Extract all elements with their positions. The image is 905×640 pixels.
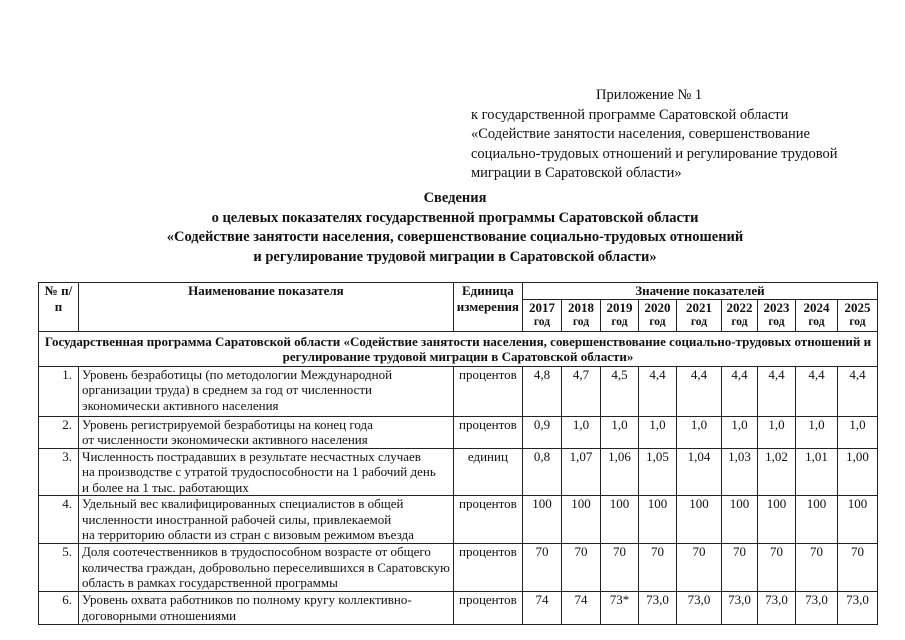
indicator-value: 73,0 bbox=[837, 592, 877, 625]
indicator-name bbox=[79, 544, 454, 592]
indicator-value: 100 bbox=[638, 496, 676, 544]
indicator-name-line: Уровень безработицы (по методологии Международной bbox=[82, 366, 393, 382]
header-year-suffix: год bbox=[676, 315, 721, 331]
indicator-value: 1,0 bbox=[638, 416, 676, 448]
indicator-value: 100 bbox=[757, 496, 795, 544]
indicator-value: 1,0 bbox=[795, 416, 837, 448]
unit: процентов bbox=[453, 592, 522, 625]
header-year: 2019 bbox=[600, 299, 638, 315]
appendix-line: «Содействие занятости населения, совершенствование bbox=[471, 126, 810, 142]
header-year-suffix: год bbox=[638, 315, 676, 331]
indicator-value: 1,00 bbox=[837, 448, 877, 496]
indicator-name-line: от численности экономически активного населения bbox=[82, 432, 368, 447]
indicator-name-line: договорными отношениями bbox=[82, 607, 237, 623]
indicator-value: 74 bbox=[561, 592, 600, 625]
row-number: 1. bbox=[39, 366, 79, 416]
indicator-value: 73,0 bbox=[757, 592, 795, 625]
header-name: Наименование показателя bbox=[79, 283, 454, 332]
indicator-name-line: область в рамках государственной программы bbox=[82, 575, 338, 590]
table-row bbox=[39, 366, 878, 416]
indicator-value: 100 bbox=[522, 496, 561, 544]
indicator-name-line: Численность пострадавших в результате несчастных случаев bbox=[82, 448, 421, 464]
header-year-suffix: год bbox=[561, 315, 600, 331]
indicator-name bbox=[79, 416, 454, 448]
indicator-value: 1,0 bbox=[837, 416, 877, 448]
title-line: и регулирование трудовой миграции в Саратовской области» bbox=[253, 248, 657, 265]
appendix-header bbox=[471, 86, 891, 184]
header-year-suffix: год bbox=[522, 315, 561, 331]
indicator-value: 4,4 bbox=[676, 366, 721, 416]
indicator-value: 4,4 bbox=[795, 366, 837, 416]
row-number: 3. bbox=[39, 448, 79, 496]
indicator-name bbox=[79, 496, 454, 544]
indicator-value: 100 bbox=[676, 496, 721, 544]
indicator-value: 70 bbox=[676, 544, 721, 592]
header-year: 2018 bbox=[561, 299, 600, 315]
indicator-value: 4,7 bbox=[561, 366, 600, 416]
unit: процентов bbox=[453, 416, 522, 448]
indicator-value: 100 bbox=[795, 496, 837, 544]
indicator-value: 4,8 bbox=[522, 366, 561, 416]
header-year: 2020 bbox=[638, 299, 676, 315]
table-row bbox=[39, 592, 878, 625]
indicator-value: 1,01 bbox=[795, 448, 837, 496]
header-year: 2025 bbox=[837, 299, 877, 315]
indicator-value: 70 bbox=[757, 544, 795, 592]
indicator-name-line: на территорию области из стран с визовым режимом въезда bbox=[82, 527, 414, 542]
indicator-value: 70 bbox=[561, 544, 600, 592]
header-year-suffix: год bbox=[757, 315, 795, 331]
program-row: Государственная программа Саратовской области «Содействие занятости населения, совершенствование социально-трудовых отношений и регулирование трудовой миграции в Саратовской области» bbox=[39, 331, 878, 366]
header-year: 2023 bbox=[757, 299, 795, 315]
header-year-suffix: год bbox=[721, 315, 757, 331]
title-line: «Содействие занятости населения, совершенствование социально-трудовых отношений bbox=[166, 229, 744, 245]
header-year-suffix: год bbox=[837, 315, 877, 331]
table-row bbox=[39, 496, 878, 544]
indicator-name-line: экономически активного населения bbox=[82, 397, 279, 413]
indicator-value: 4,5 bbox=[600, 366, 638, 416]
row-number: 4. bbox=[39, 496, 79, 544]
indicator-value: 4,4 bbox=[721, 366, 757, 416]
indicator-name-line: Доля соотечественников в трудоспособном возрасте от общего bbox=[82, 544, 431, 559]
indicator-name-line: количества граждан, добровольно переселившихся в Саратовскую bbox=[82, 559, 450, 575]
indicator-value: 0,8 bbox=[522, 448, 561, 496]
row-number: 6. bbox=[39, 592, 79, 625]
indicator-value: 1,0 bbox=[721, 416, 757, 448]
indicator-value: 1,05 bbox=[638, 448, 676, 496]
indicator-value: 73,0 bbox=[721, 592, 757, 625]
appendix-number: Приложение № 1 bbox=[596, 87, 703, 103]
indicator-name-line: Уровень охвата работников по полному кругу коллективно- bbox=[82, 592, 412, 607]
indicator-value: 70 bbox=[600, 544, 638, 592]
indicator-value: 74 bbox=[522, 592, 561, 625]
indicator-value: 1,07 bbox=[561, 448, 600, 496]
indicator-name bbox=[79, 448, 454, 496]
header-year: 2021 bbox=[676, 299, 721, 315]
indicator-value: 4,4 bbox=[757, 366, 795, 416]
appendix-line: социально-трудовых отношений и регулирование трудовой bbox=[471, 145, 838, 162]
indicator-value: 1,06 bbox=[600, 448, 638, 496]
indicator-value: 100 bbox=[721, 496, 757, 544]
indicator-value: 70 bbox=[721, 544, 757, 592]
header-unit: Единица измерения bbox=[453, 283, 522, 332]
row-number: 2. bbox=[39, 416, 79, 448]
indicator-value: 100 bbox=[561, 496, 600, 544]
table-row bbox=[39, 544, 878, 592]
indicator-value: 70 bbox=[522, 544, 561, 592]
indicator-name bbox=[79, 592, 454, 625]
indicator-value: 100 bbox=[600, 496, 638, 544]
indicator-value: 0,9 bbox=[522, 416, 561, 448]
indicator-value: 70 bbox=[837, 544, 877, 592]
indicator-value: 4,4 bbox=[638, 366, 676, 416]
title-line: о целевых показателях государственной программы Саратовской области bbox=[211, 209, 699, 226]
document-title bbox=[60, 189, 850, 267]
indicator-name-line: численности иностранной рабочей силы, привлекаемой bbox=[82, 511, 392, 527]
indicator-name-line: Уровень регистрируемой безработицы на конец года bbox=[82, 416, 373, 432]
row-number: 5. bbox=[39, 544, 79, 592]
indicator-value: 70 bbox=[795, 544, 837, 592]
appendix-line: к государственной программе Саратовской области bbox=[471, 106, 789, 123]
indicator-value: 100 bbox=[837, 496, 877, 544]
indicator-value: 1,0 bbox=[676, 416, 721, 448]
indicator-value: 73,0 bbox=[795, 592, 837, 625]
indicator-value: 1,0 bbox=[600, 416, 638, 448]
indicator-value: 73,0 bbox=[638, 592, 676, 625]
header-year: 2017 bbox=[522, 299, 561, 315]
table-row bbox=[39, 448, 878, 496]
appendix-line: миграции в Саратовской области» bbox=[471, 165, 682, 181]
header-year-suffix: год bbox=[600, 315, 638, 331]
header-year: 2022 bbox=[721, 299, 757, 315]
title-line: Сведения bbox=[423, 190, 487, 206]
indicator-value: 1,0 bbox=[561, 416, 600, 448]
indicator-name-line: организации труда) в среднем за год от численности bbox=[82, 382, 373, 397]
table-row bbox=[39, 416, 878, 448]
indicator-value: 1,03 bbox=[721, 448, 757, 496]
indicator-name-line: Удельный вес квалифицированных специалистов в общей bbox=[82, 496, 404, 511]
indicator-name-line: и более на 1 тыс. работающих bbox=[82, 479, 249, 495]
unit: процентов bbox=[453, 496, 522, 544]
header-values: Значение показателей bbox=[522, 283, 877, 300]
indicator-value: 1,04 bbox=[676, 448, 721, 496]
unit: процентов bbox=[453, 544, 522, 592]
indicators-table bbox=[38, 282, 878, 625]
header-num: № п/п bbox=[39, 283, 79, 332]
indicator-value: 73* bbox=[600, 592, 638, 625]
indicator-value: 4,4 bbox=[837, 366, 877, 416]
header-year-suffix: год bbox=[795, 315, 837, 331]
unit: единиц bbox=[453, 448, 522, 496]
indicator-name bbox=[79, 366, 454, 416]
unit: процентов bbox=[453, 366, 522, 416]
indicator-value: 1,02 bbox=[757, 448, 795, 496]
indicator-value: 70 bbox=[638, 544, 676, 592]
header-year: 2024 bbox=[795, 299, 837, 315]
indicator-value: 73,0 bbox=[676, 592, 721, 625]
indicator-name-line: на производстве с утратой трудоспособности на 1 рабочий день bbox=[82, 464, 436, 479]
indicator-value: 1,0 bbox=[757, 416, 795, 448]
